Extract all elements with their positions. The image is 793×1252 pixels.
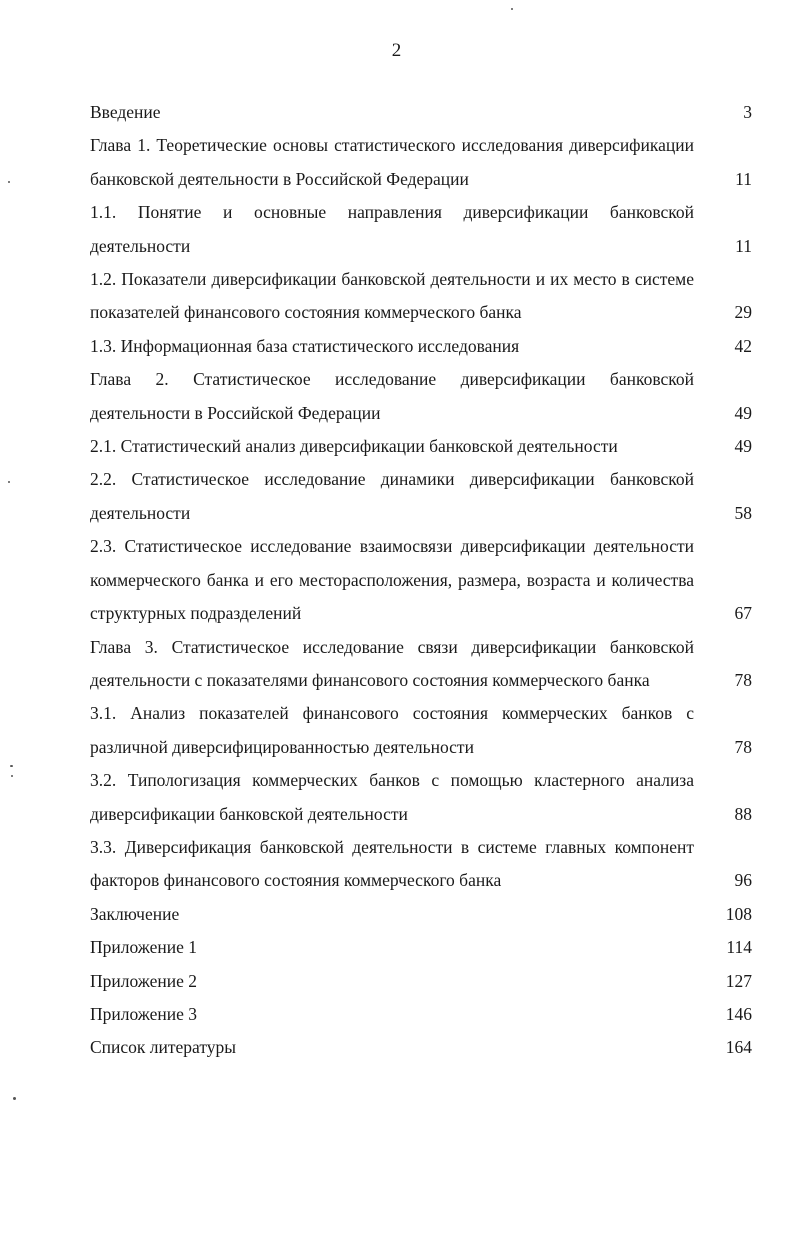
scan-speck [13, 1097, 16, 1100]
toc-entry-introduction [90, 96, 752, 129]
scan-speck [11, 775, 13, 777]
toc-entry-section-3-2 [90, 764, 752, 831]
toc-entry-page: 3 [743, 102, 752, 122]
toc-entry-title: Приложение 2 [90, 970, 198, 991]
toc-entry-title: Заключение [90, 903, 180, 924]
toc-entry-chapter-1 [90, 129, 752, 196]
toc-entry-section-2-1 [90, 430, 752, 463]
toc-entry-page: 42 [734, 335, 752, 356]
toc-entry-chapter-2 [90, 363, 752, 430]
toc-entry-title: Введение [90, 102, 161, 122]
toc-entry-page: 11 [735, 168, 752, 189]
toc-entry-page: 78 [734, 736, 752, 757]
toc-entry-title: 3.1. Анализ показателей финансового состояния коммерческих банков с различной диверсифицированностью деятельности [90, 703, 694, 757]
toc-entry-page: 96 [734, 870, 752, 891]
toc-entry-section-1-2 [90, 263, 752, 330]
scan-speck [8, 481, 10, 483]
toc-entry-page: 67 [734, 603, 752, 624]
toc-entry-references [90, 1031, 752, 1064]
toc-entry-title: 2.1. Статистический анализ диверсификации банковской деятельности [90, 436, 618, 457]
toc-entry-section-1-3 [90, 330, 752, 363]
toc-entry-section-3-3 [90, 831, 752, 898]
toc-entry-title: Глава 1. Теоретические основы статистического исследования диверсификации банковской деятельности в Российской Федерации [90, 135, 694, 189]
toc-entry-appendix-3 [90, 998, 752, 1031]
toc-entry-page: 146 [725, 1003, 752, 1024]
toc-entry-page: 58 [734, 502, 752, 523]
toc-entry-title: 3.3. Диверсификация банковской деятельности в системе главных компонент факторов финансового состояния коммерческого банка [90, 836, 694, 891]
toc-entry-page: 49 [734, 436, 752, 457]
toc-entry-page: 88 [734, 803, 752, 824]
table-of-contents [90, 96, 752, 1065]
toc-entry-section-3-1 [90, 697, 752, 764]
toc-entry-title: 2.2. Статистическое исследование динамики диверсификации банковской деятельности [90, 469, 694, 523]
toc-entry-appendix-1 [90, 931, 752, 964]
toc-entry-title: 3.2. Типологизация коммерческих банков с помощью кластерного анализа диверсификации банковской деятельности [90, 770, 694, 824]
scan-speck [8, 181, 10, 183]
toc-entry-page: 127 [725, 970, 752, 991]
toc-entry-page: 29 [734, 302, 752, 323]
toc-entry-page: 164 [725, 1037, 752, 1058]
toc-entry-page: 114 [726, 937, 752, 958]
toc-entry-title: 2.3. Статистическое исследование взаимосвязи диверсификации деятельности коммерческого банка и его месторасположения, размера, возраста и количества структурных подразделений [90, 536, 694, 624]
toc-entry-page: 78 [734, 669, 752, 690]
toc-entry-title: Глава 3. Статистическое исследование связи диверсификации банковской деятельности с показателями финансового состояния коммерческого банка [90, 636, 694, 690]
toc-entry-title: Приложение 1 [90, 937, 198, 958]
toc-entry-appendix-2 [90, 965, 752, 998]
page-number: 2 [391, 40, 402, 61]
toc-entry-page: 108 [725, 903, 752, 924]
toc-entry-title: Глава 2. Статистическое исследование диверсификации банковской деятельности в Российской Федерации [90, 369, 694, 423]
toc-entry-title: 1.1. Понятие и основные направления диверсификации банковской деятельности [90, 202, 694, 256]
toc-entry-section-2-3 [90, 530, 752, 630]
toc-entry-section-1-1 [90, 196, 752, 263]
toc-entry-title: Список литературы [90, 1037, 237, 1058]
toc-entry-page: 49 [734, 402, 752, 423]
toc-entry-section-2-2 [90, 463, 752, 530]
scan-speck [511, 8, 513, 10]
toc-entry-page: 11 [735, 235, 752, 256]
toc-entry-conclusion [90, 898, 752, 931]
toc-entry-chapter-3 [90, 631, 752, 698]
toc-entry-title: Приложение 3 [90, 1003, 198, 1024]
scan-speck [10, 765, 13, 767]
toc-entry-title: 1.2. Показатели диверсификации банковской деятельности и их место в системе показателей финансового состояния коммерческого банка [90, 269, 694, 323]
toc-entry-title: 1.3. Информационная база статистического исследования [90, 335, 520, 356]
